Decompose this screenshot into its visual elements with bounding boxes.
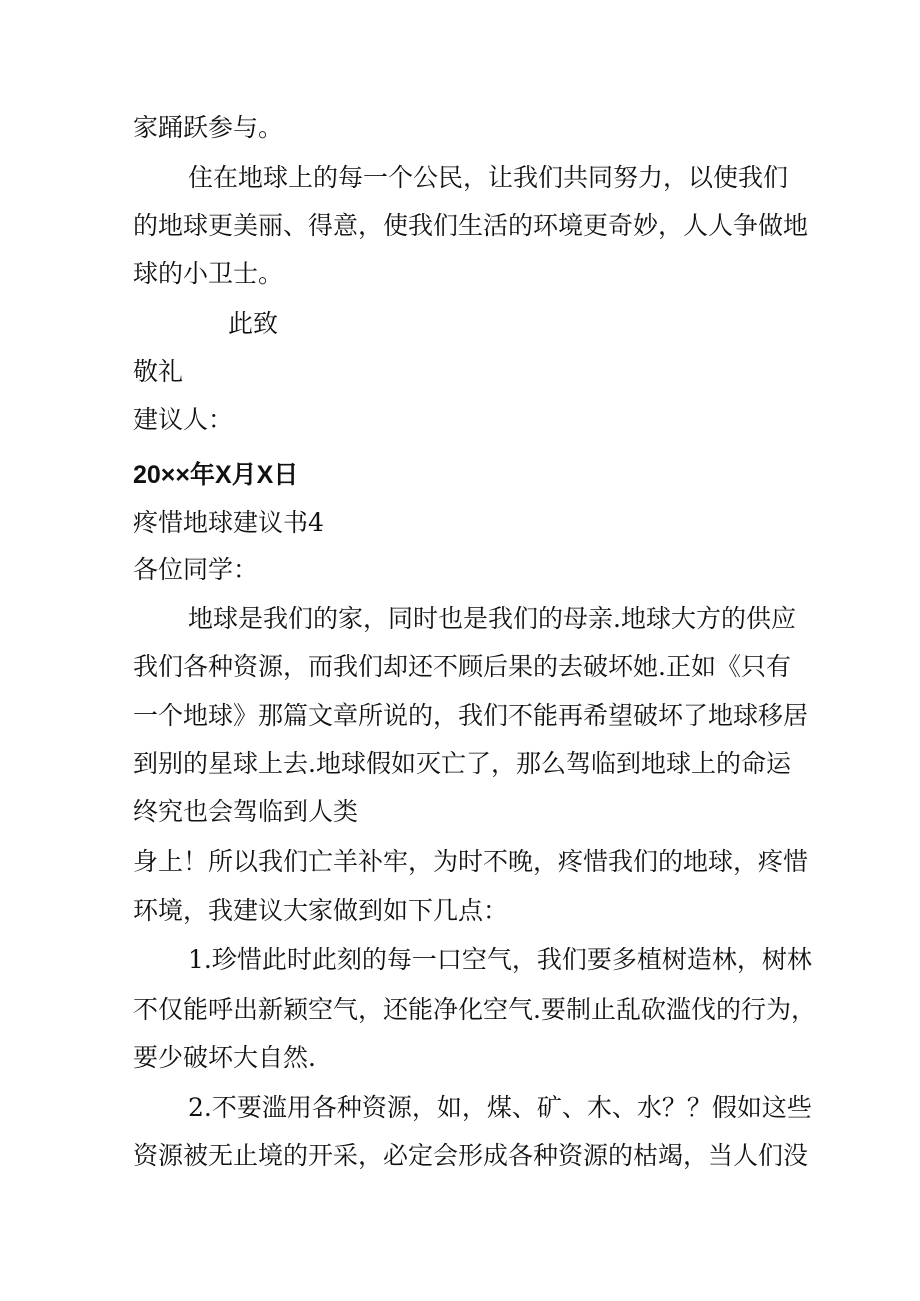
- text-line: 一个地球》那篇文章所说的，我们不能再希望破坏了地球移居: [133, 701, 809, 730]
- signature-label: 建议人：: [133, 405, 234, 434]
- paragraph-line: 地球是我们的家，同时也是我们的母亲.地球大方的供应: [188, 604, 796, 633]
- greeting-line: 各位同学：: [133, 555, 259, 584]
- text-line: 终究也会驾临到人类: [133, 797, 359, 826]
- text-line: 资源被无止境的开采，必定会形成各种资源的枯竭，当人们没: [133, 1141, 809, 1170]
- closing-respect: 敬礼: [133, 357, 184, 386]
- text-line: 要少破坏大自然.: [133, 1043, 316, 1072]
- paragraph-line: 住在地球上的每一个公民，让我们共同努力，以使我们: [188, 163, 789, 192]
- closing-salutation: 此致: [228, 309, 279, 338]
- text-line: 家踊跃参与。: [133, 113, 284, 142]
- text-line: 身上！所以我们亡羊补牢，为时不晚，疼惜我们的地球，疼惜: [133, 847, 809, 876]
- date-line: 20××年X月X日: [133, 461, 299, 489]
- text-line: 到别的星球上去.地球假如灭亡了，那么驾临到地球上的命运: [133, 749, 791, 778]
- text-line: 不仅能呼出新颖空气，还能净化空气.要制止乱砍滥伐的行为，: [133, 995, 816, 1024]
- list-item-1: 1.珍惜此时此刻的每一口空气，我们要多植树造林，树林: [188, 945, 812, 974]
- text-line: 环境，我建议大家做到如下几点：: [133, 896, 509, 925]
- section-title: 疼惜地球建议书4: [133, 508, 324, 537]
- text-line: 的地球更美丽、得意，使我们生活的环境更奇妙，人人争做地: [133, 211, 809, 240]
- text-line: 球的小卫士。: [133, 259, 284, 288]
- list-item-2: 2.不要滥用各种资源，如，煤、矿、木、水？？假如这些: [188, 1093, 812, 1122]
- text-line: 我们各种资源，而我们却还不顾后果的去破坏她.正如《只有: [133, 652, 791, 681]
